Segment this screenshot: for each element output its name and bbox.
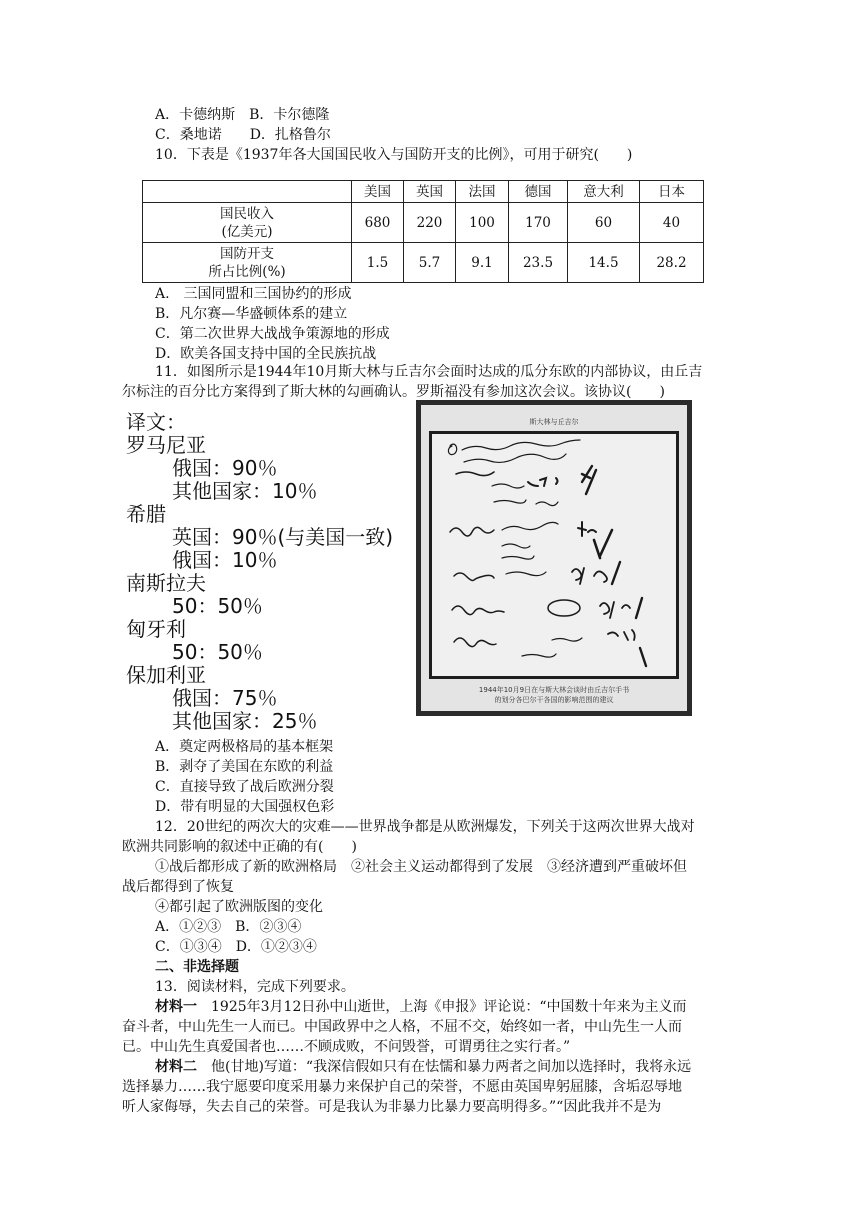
- handwritten-note: [429, 431, 679, 679]
- q12-stem-line-1: 12．20世纪的两次大的灾难——世界战争都是从欧洲爆发，下列关于这两次世界大战对: [155, 819, 695, 835]
- q9-options-line-1: A．卡德纳斯 B．卡尔德隆: [155, 107, 330, 123]
- translation-greece-britain: 英国：90％(与美国一致): [172, 525, 394, 549]
- q12-items-line-3: ④都引起了欧洲版图的变化: [155, 899, 323, 915]
- translation-yugoslavia-split: 50：50％: [172, 594, 263, 618]
- handwriting-drawing: [432, 434, 676, 676]
- table-cell: 680: [352, 203, 404, 243]
- q12-items-line-1: ①战后都形成了新的欧洲格局 ②社会主义运动都得到了发展 ③经济遭到严重破坏但: [155, 859, 687, 875]
- table-cell: 28.2: [640, 243, 704, 283]
- section-heading-non-choice: 二、非选择题: [155, 959, 239, 975]
- translation-hungary: 匈牙利: [126, 617, 186, 641]
- table-header-usa: 美国: [352, 181, 404, 203]
- q11-stem-line-1: 11．如图所示是1944年10月斯大林与丘吉尔会面时达成的瓜分东欧的内部协议，由丘吉: [155, 364, 703, 380]
- table-header-japan: 日本: [640, 181, 704, 203]
- translation-title: 译文：: [126, 410, 186, 434]
- material-1-label: 材料一: [155, 999, 197, 1015]
- q11-option-b: B．剥夺了美国在东欧的利益: [155, 759, 334, 775]
- table-header-germany: 德国: [509, 181, 568, 203]
- table-row-defense: [143, 243, 704, 283]
- translation-hungary-split: 50：50％: [172, 640, 263, 664]
- table-cell: 14.5: [568, 243, 640, 283]
- table-cell: 9.1: [456, 243, 509, 283]
- translation-romania-russia: 俄国：90％: [172, 456, 278, 480]
- q13-material-1-line-1: [155, 997, 687, 1017]
- translation-bulgaria: 保加利亚: [126, 663, 206, 687]
- q9-options-line-2: C．桑地诺 D．扎格鲁尔: [155, 127, 331, 143]
- photo-frame: [421, 405, 687, 711]
- row-label-income-b: (亿美元): [221, 223, 273, 240]
- q10-option-c: C．第二次世界大战战争策源地的形成: [155, 326, 390, 342]
- q11-stem-line-2: 尔标注的百分比方案得到了斯大林的勾画确认。罗斯福没有参加这次会议。该协议( ): [122, 384, 665, 400]
- q13-material-1-line-2: 奋斗者，中山先生一人而已。中国政界中之人格，不屈不交，始终如一者，中山先生一人而: [122, 1019, 682, 1035]
- percentages-agreement-photo: [416, 400, 692, 716]
- table-header-italy: 意大利: [568, 181, 640, 203]
- material-2-label: 材料二: [155, 1059, 197, 1075]
- translation-bulgaria-others: 其他国家：25％: [172, 709, 318, 733]
- table-cell: 220: [404, 203, 456, 243]
- q13-material-1-line-3: 已。中山先生真爱国者也……不顾成败，不问毁誉，可谓勇往之实行者。”: [122, 1039, 571, 1055]
- translation-bulgaria-russia: 俄国：75％: [172, 686, 278, 710]
- row-label-defense-a: 国防开支: [220, 245, 274, 262]
- q11-option-d: D．带有明显的大国强权色彩: [155, 799, 335, 815]
- table-cell: 100: [456, 203, 509, 243]
- q10-option-a: A. 三国同盟和三国协约的形成: [155, 286, 352, 302]
- q12-items-line-2: 战后都得到了恢复: [122, 879, 234, 895]
- translation-greece: 希腊: [126, 502, 166, 526]
- q11-option-c: C．直接导致了战后欧洲分裂: [155, 779, 334, 795]
- material-1-text: 1925年3月12日孙中山逝世，上海《申报》评论说：“中国数十年来为主义而: [197, 999, 687, 1015]
- photo-title: 斯大林与丘吉尔: [529, 418, 579, 426]
- translation-yugoslavia: 南斯拉夫: [126, 571, 206, 595]
- row-label-defense: [143, 243, 352, 283]
- q13-stem: 13．阅读材料，完成下列要求。: [155, 979, 355, 995]
- table-cell: 170: [509, 203, 568, 243]
- q12-options-line-1: A．①②③ B．②③④: [155, 919, 302, 935]
- translation-romania: 罗马尼亚: [126, 433, 206, 457]
- income-defense-table: [142, 180, 704, 283]
- table-cell: 1.5: [352, 243, 404, 283]
- q12-options-line-2: C．①③④ D．①②③④: [155, 939, 317, 955]
- q10-stem: 10．下表是《1937年各大国国民收入与国防开支的比例》，可用于研究( ): [155, 147, 633, 163]
- table-header-france: 法国: [456, 181, 509, 203]
- q13-material-2-line-3: 听人家侮辱，失去自己的荣誉。可是我认为非暴力比暴力要高明得多。”“因此我并不是为: [122, 1099, 662, 1115]
- photo-caption-line-2: 的划分各巴尔干各国的影响范围的建议: [494, 696, 614, 704]
- row-label-income: [143, 203, 352, 243]
- q12-stem-line-2: 欧洲共同影响的叙述中正确的有( ): [122, 839, 357, 855]
- row-label-defense-b: 所占比例(%): [208, 263, 286, 280]
- table-cell: 5.7: [404, 243, 456, 283]
- table-header-uk: 英国: [404, 181, 456, 203]
- material-2-text: 他(甘地)写道：“我深信假如只有在怯懦和暴力两者之间加以选择时，我将永远: [197, 1059, 692, 1075]
- table-row-income: [143, 203, 704, 243]
- q13-material-2-line-1: [155, 1057, 691, 1077]
- photo-caption-line-1: 1944年10月9日在与斯大林会谈时由丘吉尔手书: [478, 686, 630, 694]
- table-corner-cell: [143, 181, 352, 203]
- translation-romania-others: 其他国家：10％: [172, 479, 318, 503]
- table-cell: 23.5: [509, 243, 568, 283]
- translation-greece-russia: 俄国：10％: [172, 548, 278, 572]
- table-cell: 60: [568, 203, 640, 243]
- row-label-income-a: 国民收入: [220, 205, 274, 222]
- q11-option-a: A．奠定两极格局的基本框架: [155, 739, 334, 755]
- q10-option-b: B．凡尔赛—华盛顿体系的建立: [155, 306, 348, 322]
- photo-caption: [421, 685, 687, 705]
- q13-material-2-line-2: 选择暴力……我宁愿要印度采用暴力来保护自己的荣誉，不愿由英国卑躬屈膝，含垢忍辱地: [122, 1079, 682, 1095]
- q10-option-d: D．欧美各国支持中国的全民族抗战: [155, 346, 377, 362]
- table-cell: 40: [640, 203, 704, 243]
